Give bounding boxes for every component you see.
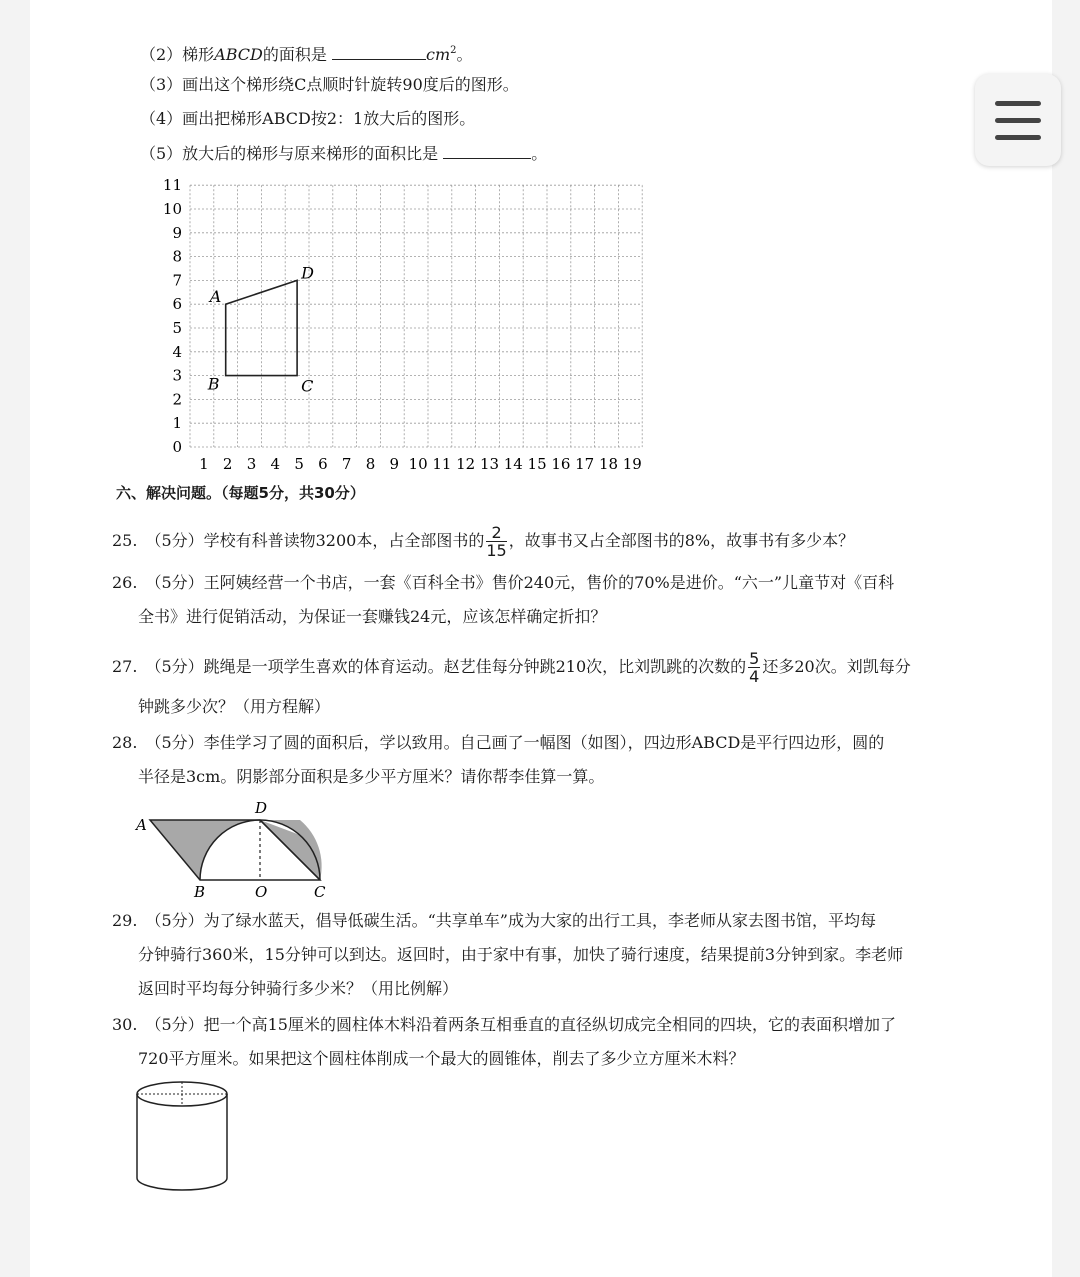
question-26-line2: 全书》进行促销活动，为保证一套赚钱24元，应该怎样确定折扣？ [138,607,607,626]
fig-label-d: D [255,799,268,817]
x-tick-label: 15 [527,455,547,473]
y-tick-label: 2 [172,390,182,409]
fig-label-b: B [194,883,206,901]
floating-menu-button[interactable] [975,74,1061,166]
x-tick-label: 4 [270,455,281,473]
y-tick-label: 7 [172,271,182,290]
y-tick-label: 5 [172,319,182,337]
question-30-line1: 30. （5分）把一个高15厘米的圆柱体木料沿着两条互相垂直的直径纵切成完全相同的四块，它的表面积增加了 [112,1015,896,1034]
x-tick-label: 10 [408,455,428,473]
question-27-line2: 钟跳多少次？（用方程解） [138,697,331,716]
coordinate-grid [120,172,660,477]
question-27: 27. （5分）跳绳是一项学生喜欢的体育运动。赵艺佳每分钟跳210次，比刘凯跳的次数的 $\frac{5}{4}$ 还多20次。刘凯每分 [112,649,911,686]
vertex-label-c: C [301,376,314,396]
fig-label-a: A [136,816,147,834]
fraction-2-15: $\frac{2}{15}$ [486,523,507,560]
section-title: 六、解决问题。（每题5分，共30分） [116,484,365,502]
x-tick-label: 14 [503,455,523,473]
x-tick-label: 1 [199,455,209,473]
q24-sub3: （3）画出这个梯形绕C点顺时针旋转90度后的图形。 [140,75,519,94]
x-tick-label: 5 [294,455,304,473]
fig-label-c: C [314,883,326,901]
x-tick-label: 9 [389,455,400,473]
y-tick-label: 3 [172,366,182,385]
question-25: 25. （5分）学校有科普读物3200本，占全部图书的 $\frac{2}{15}$ ，故事书又占全部图书的8%，故事书有多少本？ [112,523,855,560]
x-axis-labels [199,455,642,473]
hamburger-menu-icon-bar [995,118,1041,123]
question-29-line3: 返回时平均每分钟骑行多少米？（用比例解） [138,979,459,998]
x-tick-label: 7 [341,455,352,473]
fraction-5-4: $\frac{5}{4}$ [749,649,760,686]
answer-blank-area[interactable] [332,45,426,60]
q24-sub4: （4）画出把梯形ABCD按2：1放大后的图形。 [140,109,476,128]
y-tick-label: 10 [162,200,182,218]
hamburger-menu-icon-bar [995,135,1041,140]
vertex-label-b: B [207,374,220,394]
x-tick-label: 6 [318,455,328,473]
answer-blank-ratio[interactable] [443,144,531,159]
document-page [30,0,1052,1277]
x-tick-label: 17 [575,455,595,473]
y-tick-label: 0 [172,438,182,456]
x-tick-label: 13 [479,455,500,473]
x-tick-label: 2 [222,455,233,473]
y-tick-label: 1 [172,414,182,433]
x-tick-label: 18 [598,455,619,473]
y-axis-labels [163,176,182,456]
x-tick-label: 16 [551,455,571,473]
question-29-line1: 29. （5分）为了绿水蓝天，倡导低碳生活。“共享单车”成为大家的出行工具，李老师从家去图书馆，平均每 [112,911,876,930]
q24-sub5: （5）放大后的梯形与原来梯形的面积比是 。 [140,144,548,163]
question-26-line1: 26. （5分）王阿姨经营一个书店，一套《百科全书》售价240元，售价的70%是进价。“六一”儿童节对《百科 [112,573,895,592]
fig-label-o: O [255,883,268,901]
vertex-label-a: A [209,287,222,307]
hamburger-menu-icon [995,101,1041,106]
x-tick-label: 19 [622,455,642,473]
question-28-line1: 28. （5分）李佳学习了圆的面积后，学以致用。自己画了一幅图（如图），四边形ABCD是平行四边形，圆的 [112,733,885,752]
question-30-line2: 720平方厘米。如果把这个圆柱体削成一个最大的圆锥体，削去了多少立方厘米木料？ [138,1049,745,1068]
x-tick-label: 3 [246,455,257,473]
y-tick-label: 9 [172,223,182,242]
y-tick-label: 6 [172,295,182,314]
x-tick-label: 11 [432,455,452,473]
question-29-line2: 分钟骑行360米，15分钟可以到达。返回时，由于家中有事，加快了骑行速度，结果提前3分钟到家。李老师 [138,945,904,964]
y-tick-label: 11 [162,176,182,195]
grid-lines [190,185,642,447]
vertex-label-d: D [301,263,314,283]
x-tick-label: 12 [456,455,476,473]
cylinder-figure [130,1078,240,1196]
parallelogram-circle-figure [130,796,370,906]
y-tick-label: 4 [172,342,182,361]
q24-sub2: （2）梯形ABCD的面积是 $cm^2$。 [140,45,473,64]
x-tick-label: 8 [365,455,376,473]
y-tick-label: 8 [172,247,182,266]
question-28-line2: 半径是3cm。阴影部分面积是多少平方厘米？请你帮李佳算一算。 [138,767,605,786]
